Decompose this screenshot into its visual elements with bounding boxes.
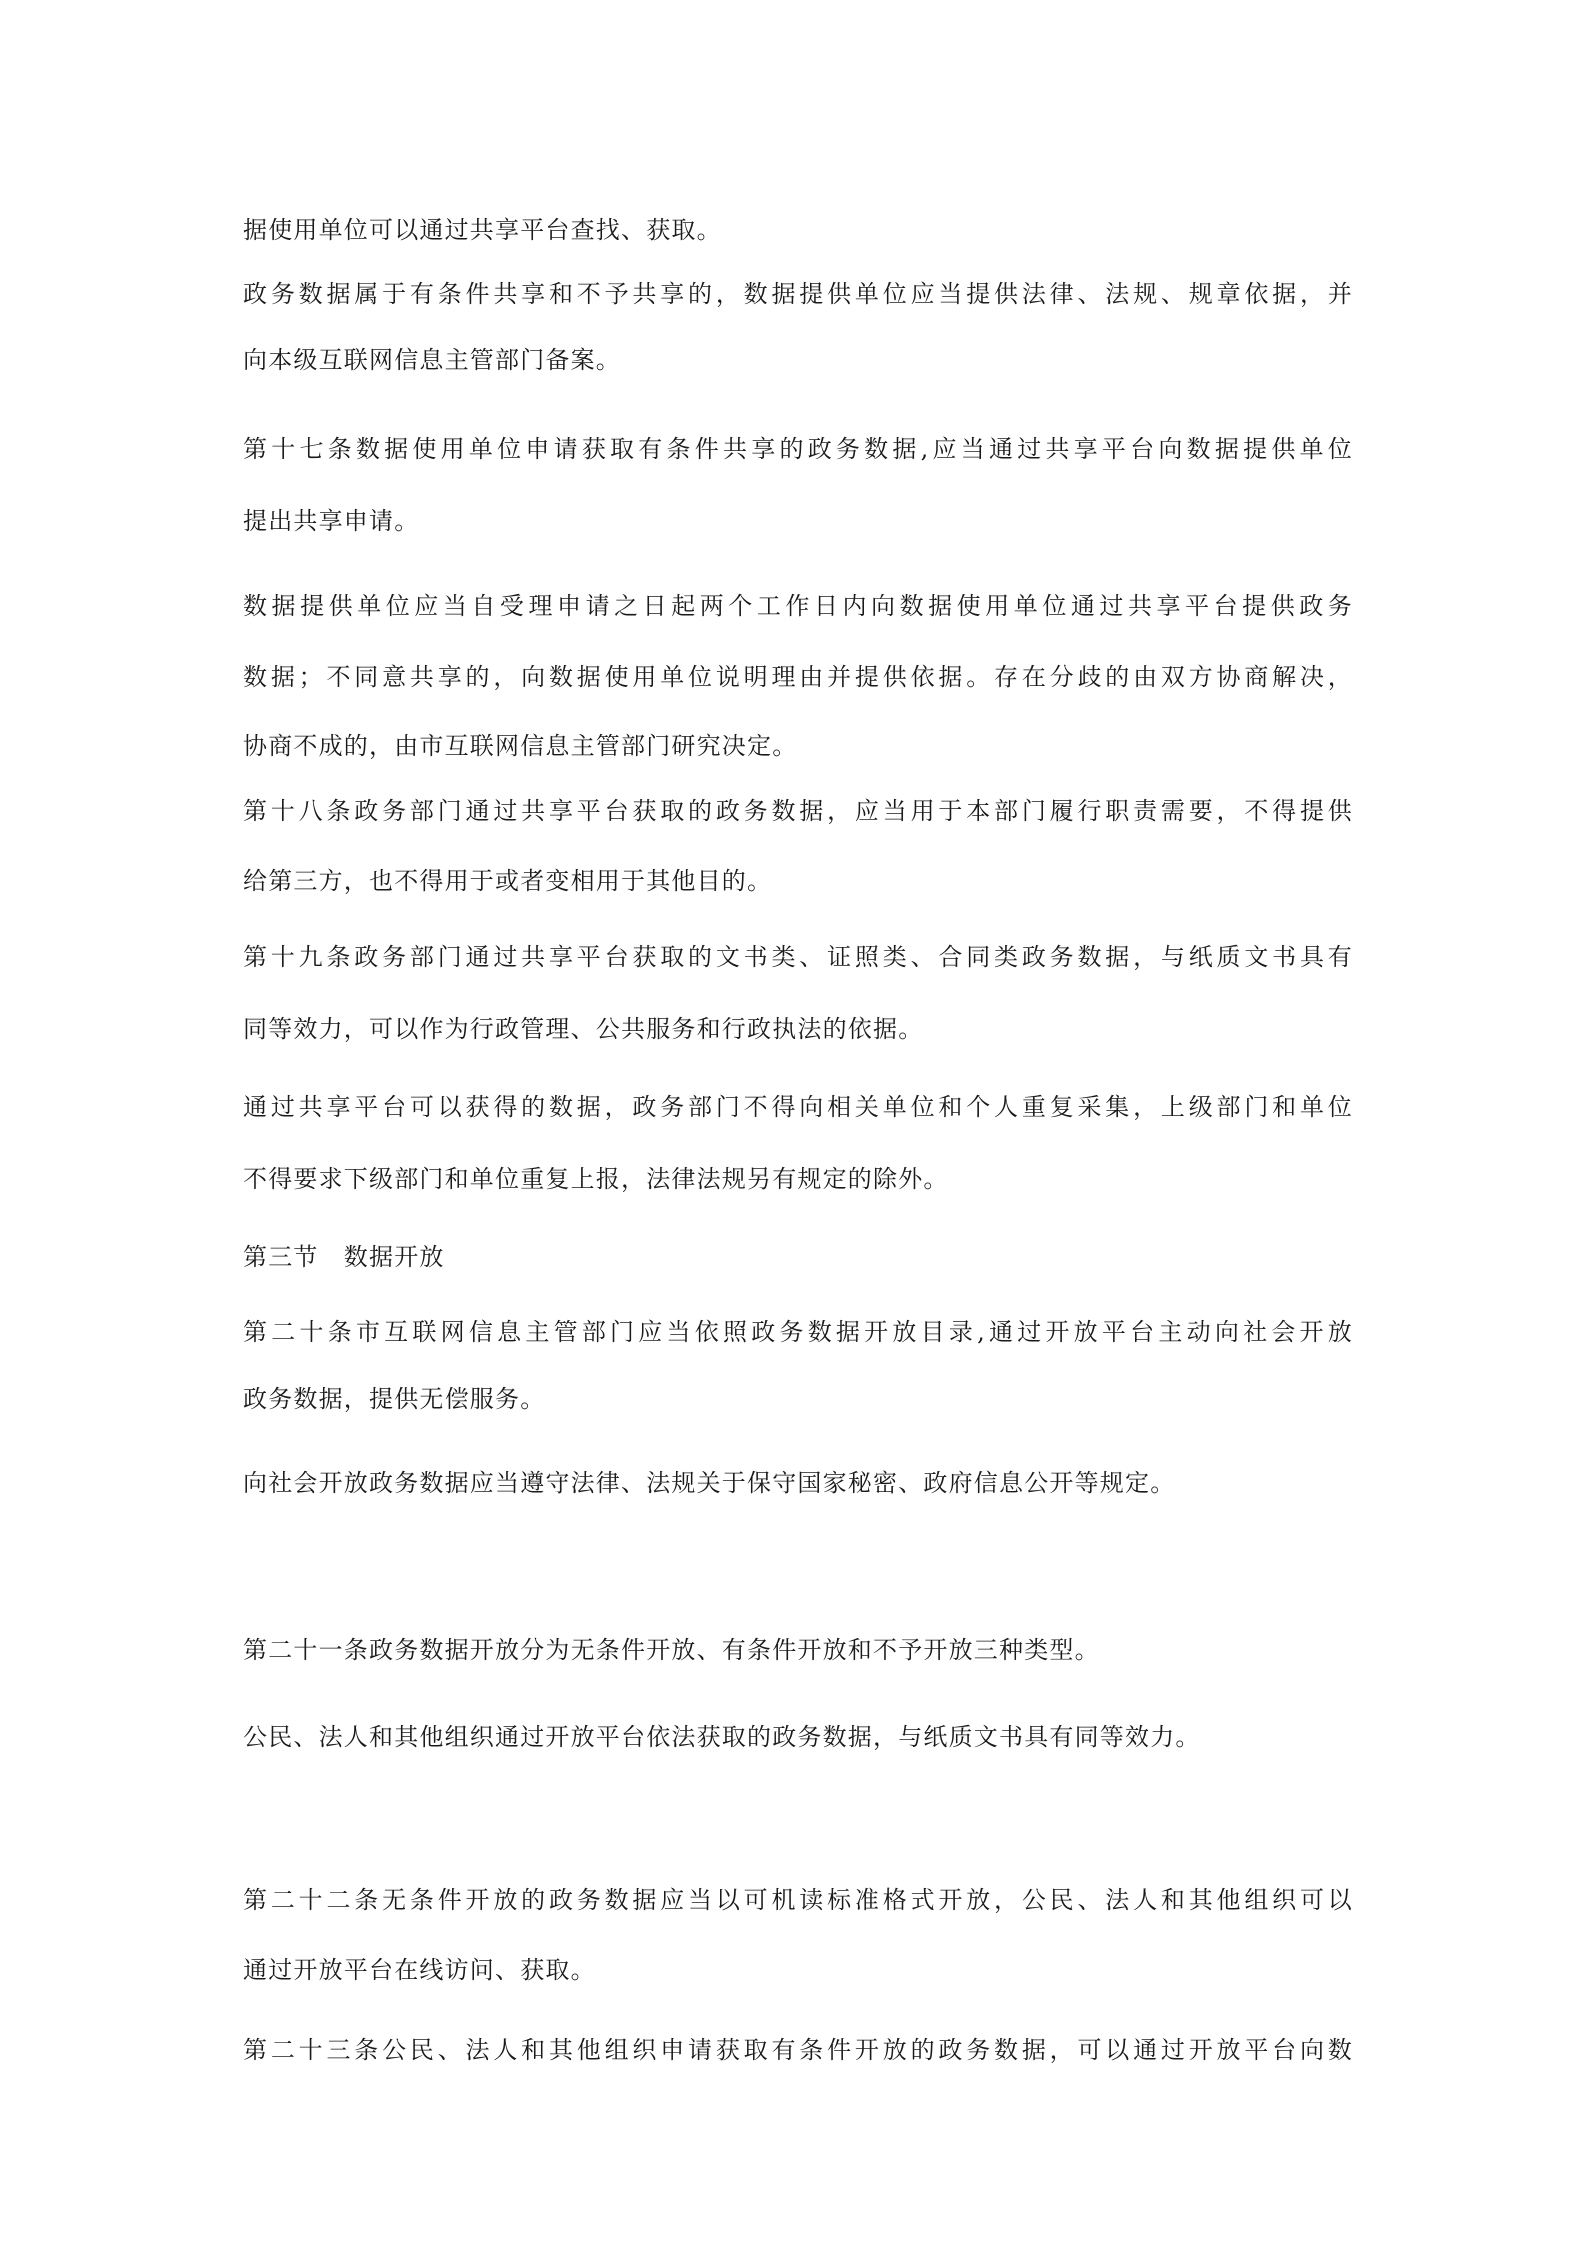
text-line: 向本级互联网信息主管部门备案。 (243, 346, 621, 374)
text-line: 据使用单位可以通过共享平台查找、获取。 (243, 216, 722, 244)
text-line: 通过共享平台可以获得的数据，政务部门不得向相关单位和个人重复采集，上级部门和单位 (243, 1093, 1353, 1121)
text-line: 第十八条政务部门通过共享平台获取的政务数据，应当用于本部门履行职责需要，不得提供 (243, 797, 1353, 825)
text-line: 公民、法人和其他组织通过开放平台依法获取的政务数据，与纸质文书具有同等效力。 (243, 1723, 1201, 1751)
text-line: 政务数据属于有条件共享和不予共享的，数据提供单位应当提供法律、法规、规章依据，并 (243, 280, 1353, 308)
text-line: 通过开放平台在线访问、获取。 (243, 1956, 596, 1984)
text-line: 协商不成的，由市互联网信息主管部门研究决定。 (243, 732, 798, 760)
text-line: 给第三方，也不得用于或者变相用于其他目的。 (243, 867, 773, 895)
text-line: 第二十条市互联网信息主管部门应当依照政务数据开放目录,通过开放平台主动向社会开放 (243, 1318, 1353, 1346)
text-line: 同等效力，可以作为行政管理、公共服务和行政执法的依据。 (243, 1015, 924, 1043)
text-line: 第二十三条公民、法人和其他组织申请获取有条件开放的政务数据，可以通过开放平台向数 (243, 2036, 1353, 2064)
text-line: 数据提供单位应当自受理申请之日起两个工作日内向数据使用单位通过共享平台提供政务 (243, 592, 1353, 620)
text-line: 向社会开放政务数据应当遵守法律、法规关于保守国家秘密、政府信息公开等规定。 (243, 1469, 1176, 1497)
text-line: 第二十一条政务数据开放分为无条件开放、有条件开放和不予开放三种类型。 (243, 1636, 1100, 1664)
text-line: 提出共享申请。 (243, 507, 420, 535)
text-line: 第十七条数据使用单位申请获取有条件共享的政务数据,应当通过共享平台向数据提供单位 (243, 435, 1353, 463)
text-line: 数据；不同意共享的，向数据使用单位说明理由并提供依据。存在分歧的由双方协商解决， (243, 663, 1353, 691)
text-line: 不得要求下级部门和单位重复上报，法律法规另有规定的除外。 (243, 1165, 949, 1193)
text-line: 第二十二条无条件开放的政务数据应当以可机读标准格式开放，公民、法人和其他组织可以 (243, 1886, 1353, 1914)
text-line: 政务数据，提供无偿服务。 (243, 1385, 546, 1413)
text-line: 第十九条政务部门通过共享平台获取的文书类、证照类、合同类政务数据，与纸质文书具有 (243, 943, 1353, 971)
section-heading: 第三节 数据开放 (243, 1243, 445, 1271)
